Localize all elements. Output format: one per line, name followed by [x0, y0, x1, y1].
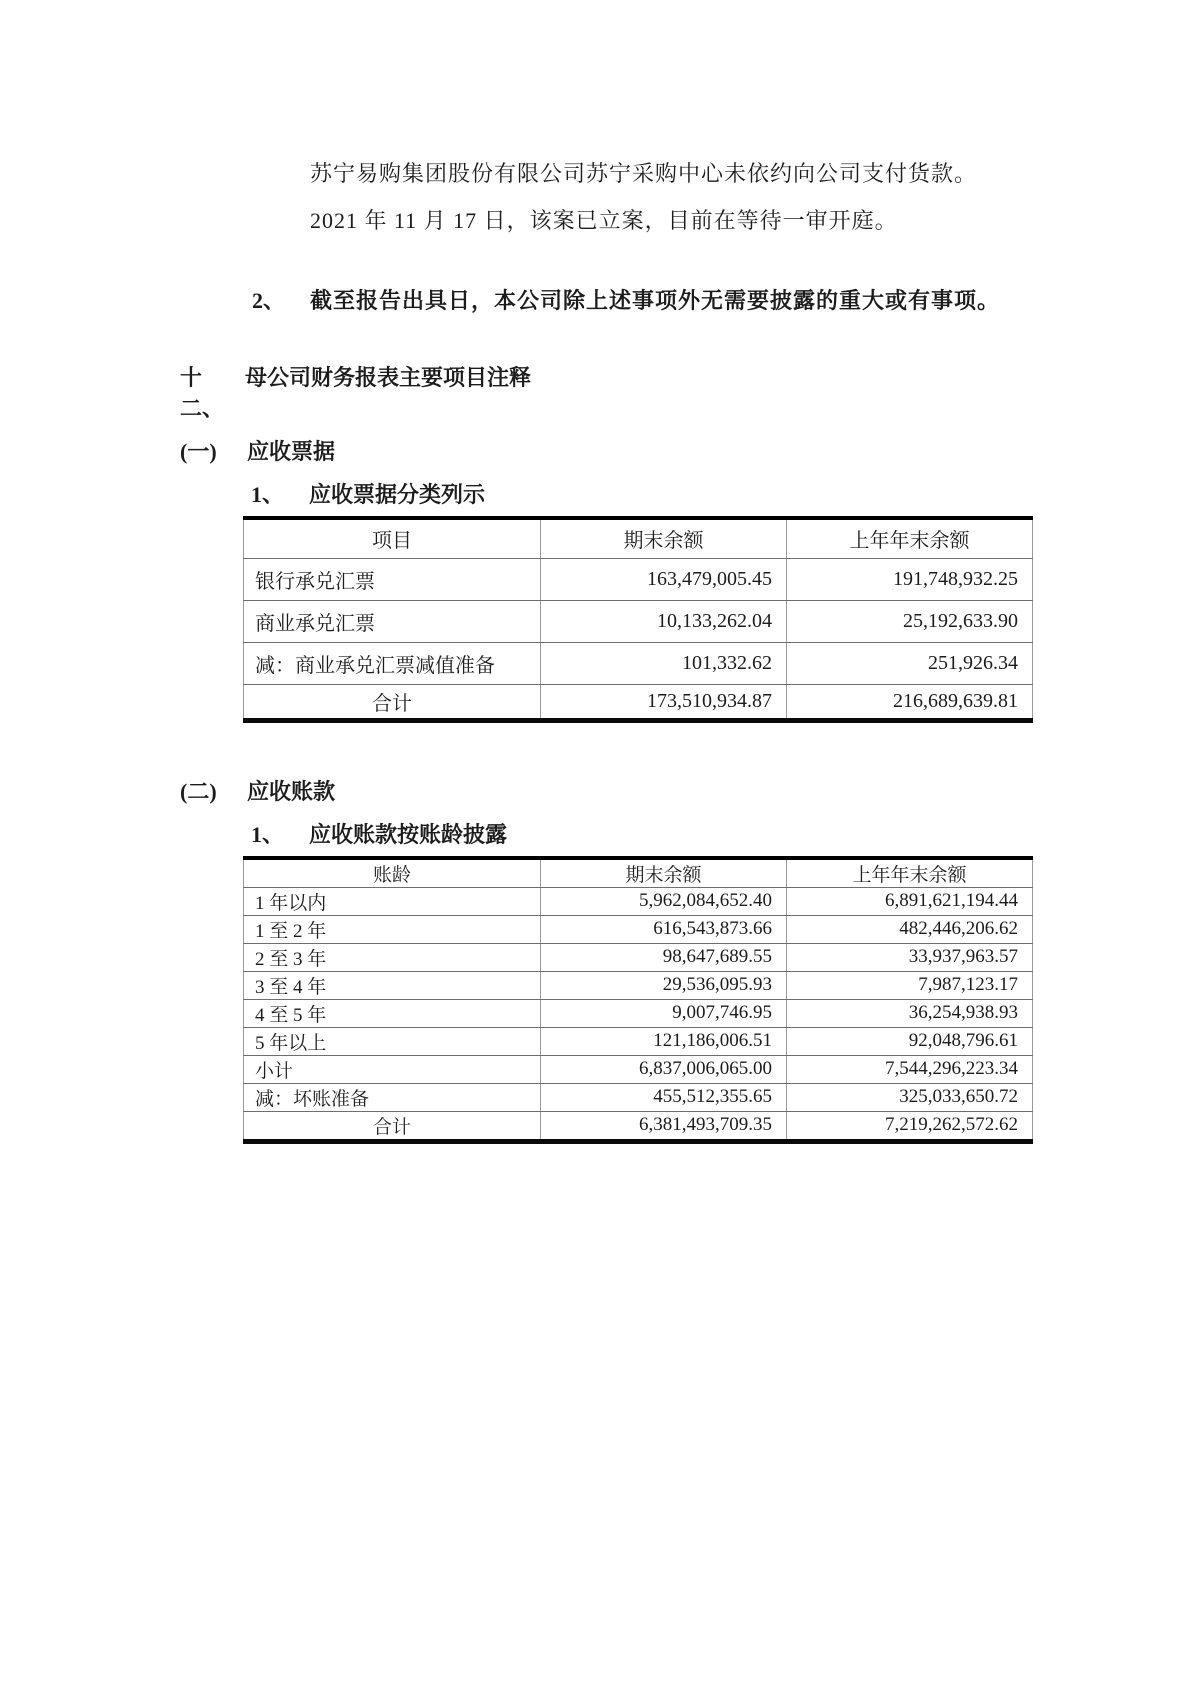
cell-current: 121,186,006.51 — [541, 1027, 787, 1055]
cell-prior: 33,937,963.57 — [787, 943, 1033, 971]
cell-current: 173,510,934.87 — [541, 684, 787, 720]
cell-label: 减：坏账准备 — [244, 1083, 541, 1111]
cell-label: 5 年以上 — [244, 1027, 541, 1055]
cell-current: 616,543,873.66 — [541, 915, 787, 943]
receivable-aging-table — [243, 856, 1033, 1144]
cell-current: 9,007,746.95 — [541, 999, 787, 1027]
table-row — [244, 558, 1033, 600]
table-row — [244, 1027, 1033, 1055]
cell-current: 5,962,084,652.40 — [541, 887, 787, 915]
cell-label: 减：商业承兑汇票减值准备 — [244, 642, 541, 684]
section-b-title: 应收账款 — [247, 778, 336, 804]
table-total-row — [244, 1111, 1033, 1141]
cell-current: 98,647,689.55 — [541, 943, 787, 971]
cell-label: 合计 — [244, 1111, 541, 1141]
column-header: 上年年末余额 — [787, 518, 1033, 558]
cell-prior: 7,987,123.17 — [787, 971, 1033, 999]
cell-label: 银行承兑汇票 — [244, 558, 541, 600]
cell-prior: 191,748,932.25 — [787, 558, 1033, 600]
cell-prior: 325,033,650.72 — [787, 1083, 1033, 1111]
cell-prior: 7,544,296,223.34 — [787, 1055, 1033, 1083]
table-header-row — [244, 858, 1033, 888]
section-a-heading — [0, 435, 1200, 466]
cell-prior: 36,254,938.93 — [787, 999, 1033, 1027]
cell-current: 101,332.62 — [541, 642, 787, 684]
cell-label: 1 至 2 年 — [244, 915, 541, 943]
column-header: 账龄 — [244, 858, 541, 888]
paragraph-line: 2021 年 11 月 17 日，该案已立案，目前在等待一审开庭。 — [310, 208, 898, 233]
table-row — [244, 642, 1033, 684]
table-row — [244, 1055, 1033, 1083]
receivable-notes-table — [243, 516, 1033, 723]
section-a-title: 应收票据 — [247, 439, 336, 464]
cell-prior: 25,192,633.90 — [787, 600, 1033, 642]
table-row — [244, 999, 1033, 1027]
cell-label: 合计 — [244, 684, 541, 720]
cell-prior: 251,926.34 — [787, 642, 1033, 684]
section-b-marker: (二) — [180, 778, 217, 804]
cell-current: 29,536,095.93 — [541, 971, 787, 999]
cell-current: 6,381,493,709.35 — [541, 1111, 787, 1141]
cell-label: 4 至 5 年 — [244, 999, 541, 1027]
cell-label: 商业承兑汇票 — [244, 600, 541, 642]
cell-prior: 482,446,206.62 — [787, 915, 1033, 943]
table-row — [244, 600, 1033, 642]
section-b-sub-heading — [0, 818, 1200, 849]
column-header: 项目 — [244, 518, 541, 558]
section-b-heading — [0, 775, 1200, 806]
item-2 — [0, 284, 1200, 315]
cell-current: 163,479,005.45 — [541, 558, 787, 600]
section-b-sub-title: 应收账款按账龄披露 — [309, 821, 508, 847]
column-header: 期末余额 — [541, 858, 787, 888]
litigation-paragraph — [310, 0, 1050, 244]
cell-current: 10,133,262.04 — [541, 600, 787, 642]
paragraph-line: 苏宁易购集团股份有限公司苏宁采购中心未依约向公司支付货款。 — [310, 161, 978, 186]
section-b-sub-marker: 1、 — [251, 821, 285, 847]
table-row — [244, 915, 1033, 943]
section-12-title: 母公司财务报表主要项目注释 — [245, 365, 532, 390]
cell-label: 2 至 3 年 — [244, 943, 541, 971]
table-row — [244, 943, 1033, 971]
column-header: 上年年末余额 — [787, 858, 1033, 888]
cell-label: 3 至 4 年 — [244, 971, 541, 999]
cell-prior: 6,891,621,194.44 — [787, 887, 1033, 915]
cell-prior: 7,219,262,572.62 — [787, 1111, 1033, 1141]
table-row — [244, 971, 1033, 999]
section-12-marker: 十二、 — [180, 365, 225, 421]
cell-prior: 92,048,796.61 — [787, 1027, 1033, 1055]
cell-label: 小计 — [244, 1055, 541, 1083]
section-a-marker: (一) — [180, 439, 217, 464]
cell-label: 1 年以内 — [244, 887, 541, 915]
column-header: 期末余额 — [541, 518, 787, 558]
cell-prior: 216,689,639.81 — [787, 684, 1033, 720]
section-a-sub-heading — [0, 478, 1200, 509]
section-a-sub-title: 应收票据分类列示 — [309, 482, 486, 507]
cell-current: 455,512,355.65 — [541, 1083, 787, 1111]
table-header-row — [244, 518, 1033, 558]
item-2-text: 截至报告出具日，本公司除上述事项外无需要披露的重大或有事项。 — [310, 288, 1001, 313]
item-2-marker: 2、 — [252, 288, 286, 313]
section-12-heading — [0, 361, 1200, 423]
section-a-sub-marker: 1、 — [251, 482, 285, 507]
table-total-row — [244, 684, 1033, 720]
table-row — [244, 1083, 1033, 1111]
table-row — [244, 887, 1033, 915]
cell-current: 6,837,006,065.00 — [541, 1055, 787, 1083]
